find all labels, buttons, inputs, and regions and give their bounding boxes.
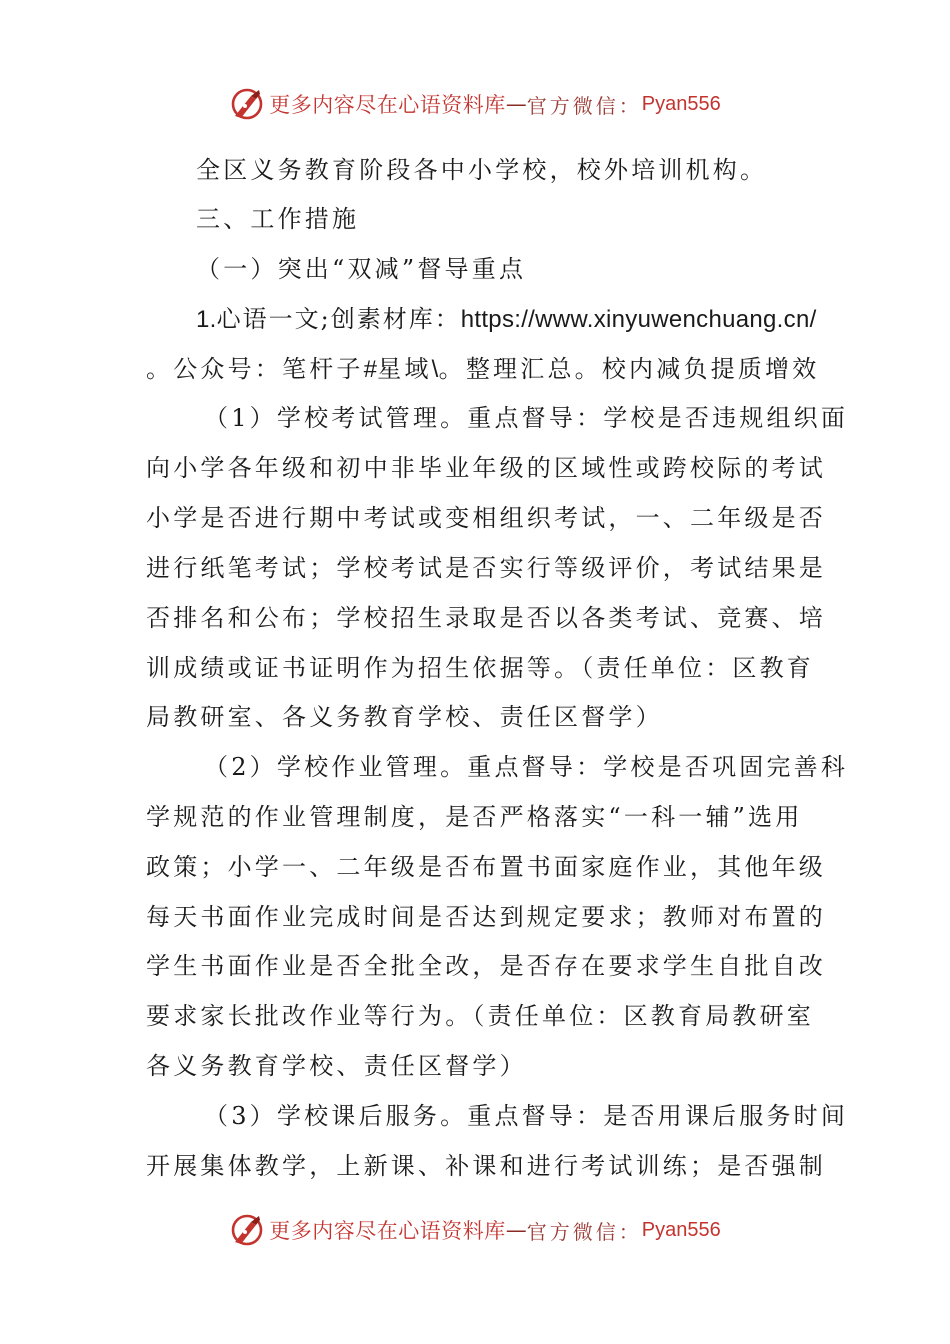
publisher-text-a: 。公众号：笔杆子 — [146, 355, 364, 383]
paragraph-3-line: （3）学校课后服务。重点督导：是否用课后服务时间 — [204, 1102, 849, 1130]
paragraph-1-line: 局教研室、各义务教育学校、责任区督学） — [146, 703, 663, 731]
paragraph-3-line: 开展集体教学，上新课、补课和进行考试训练；是否强制 — [146, 1152, 826, 1180]
paragraph-2-line: 各义务教育学校、责任区督学） — [146, 1052, 527, 1080]
paragraph-2-line: 学规范的作业管理制度，是否严格落实“一科一辅”选用 — [146, 803, 803, 831]
banner-dash: — — [505, 1218, 527, 1242]
banner-title: 更多内容尽在心语资料库 — [269, 1219, 506, 1243]
header-banner — [0, 82, 950, 126]
paragraph-1-line: 小学是否进行期中考试或变相组织考试，一、二年级是否 — [146, 504, 826, 532]
text-line: 全区义务教育阶段各中小学校，校外培训机构。 — [196, 156, 768, 184]
publisher-hash: # — [363, 356, 378, 383]
banner-official-label: 官方微信： — [526, 93, 642, 118]
paragraph-2-line: 政策；小学一、二年级是否布置书面家庭作业，其他年级 — [146, 853, 826, 881]
footer-banner — [0, 1208, 950, 1252]
text-line-publisher — [146, 351, 820, 387]
publisher-text-c: 。整理汇总。校内减负提质增效 — [438, 355, 820, 383]
text-line-source — [196, 301, 866, 337]
publisher-text-b: 星域 — [377, 355, 432, 383]
paragraph-1-line: 向小学各年级和初中非毕业年级的区域性或跨校际的考试 — [146, 454, 826, 482]
paragraph-2-line: 学生书面作业是否全批全改，是否存在要求学生自批自改 — [146, 952, 826, 980]
banner-official-label: 官方微信： — [526, 1219, 642, 1244]
paragraph-1-line: 进行纸笔考试；学校考试是否实行等级评价，考试结果是 — [146, 554, 826, 582]
section-heading: 三、工作措施 — [196, 205, 360, 233]
source-label: 心语一文;创素材库： — [216, 305, 461, 333]
banner-wechat-id: Pyan556 — [641, 1218, 721, 1241]
pen-logo-icon — [229, 86, 265, 122]
paragraph-2-line: 每天书面作业完成时间是否达到规定要求；教师对布置的 — [146, 903, 826, 931]
paragraph-2-line: 要求家长批改作业等行为。（责任单位：区教育局教研室 — [146, 1002, 814, 1030]
item-number: 1. — [196, 306, 217, 333]
paragraph-1-line: 否排名和公布；学校招生录取是否以各类考试、竞赛、培 — [146, 604, 826, 632]
banner-wechat-id: Pyan556 — [641, 92, 721, 115]
banner-title: 更多内容尽在心语资料库 — [269, 93, 506, 117]
paragraph-1-line: 训成绩或证书证明作为招生依据等。（责任单位：区教育 — [146, 654, 814, 682]
publisher-slash: \ — [431, 356, 439, 383]
source-url-link[interactable]: https://www.xinyuwenchuang.cn/ — [460, 306, 817, 333]
banner-dash: — — [505, 92, 527, 116]
paragraph-1-line: （1）学校考试管理。重点督导：学校是否违规组织面 — [204, 404, 849, 432]
subsection-heading: （一）突出“双减”督导重点 — [196, 255, 527, 283]
paragraph-2-line: （2）学校作业管理。重点督导：学校是否巩固完善科 — [204, 753, 849, 781]
pen-logo-icon — [229, 1212, 265, 1248]
